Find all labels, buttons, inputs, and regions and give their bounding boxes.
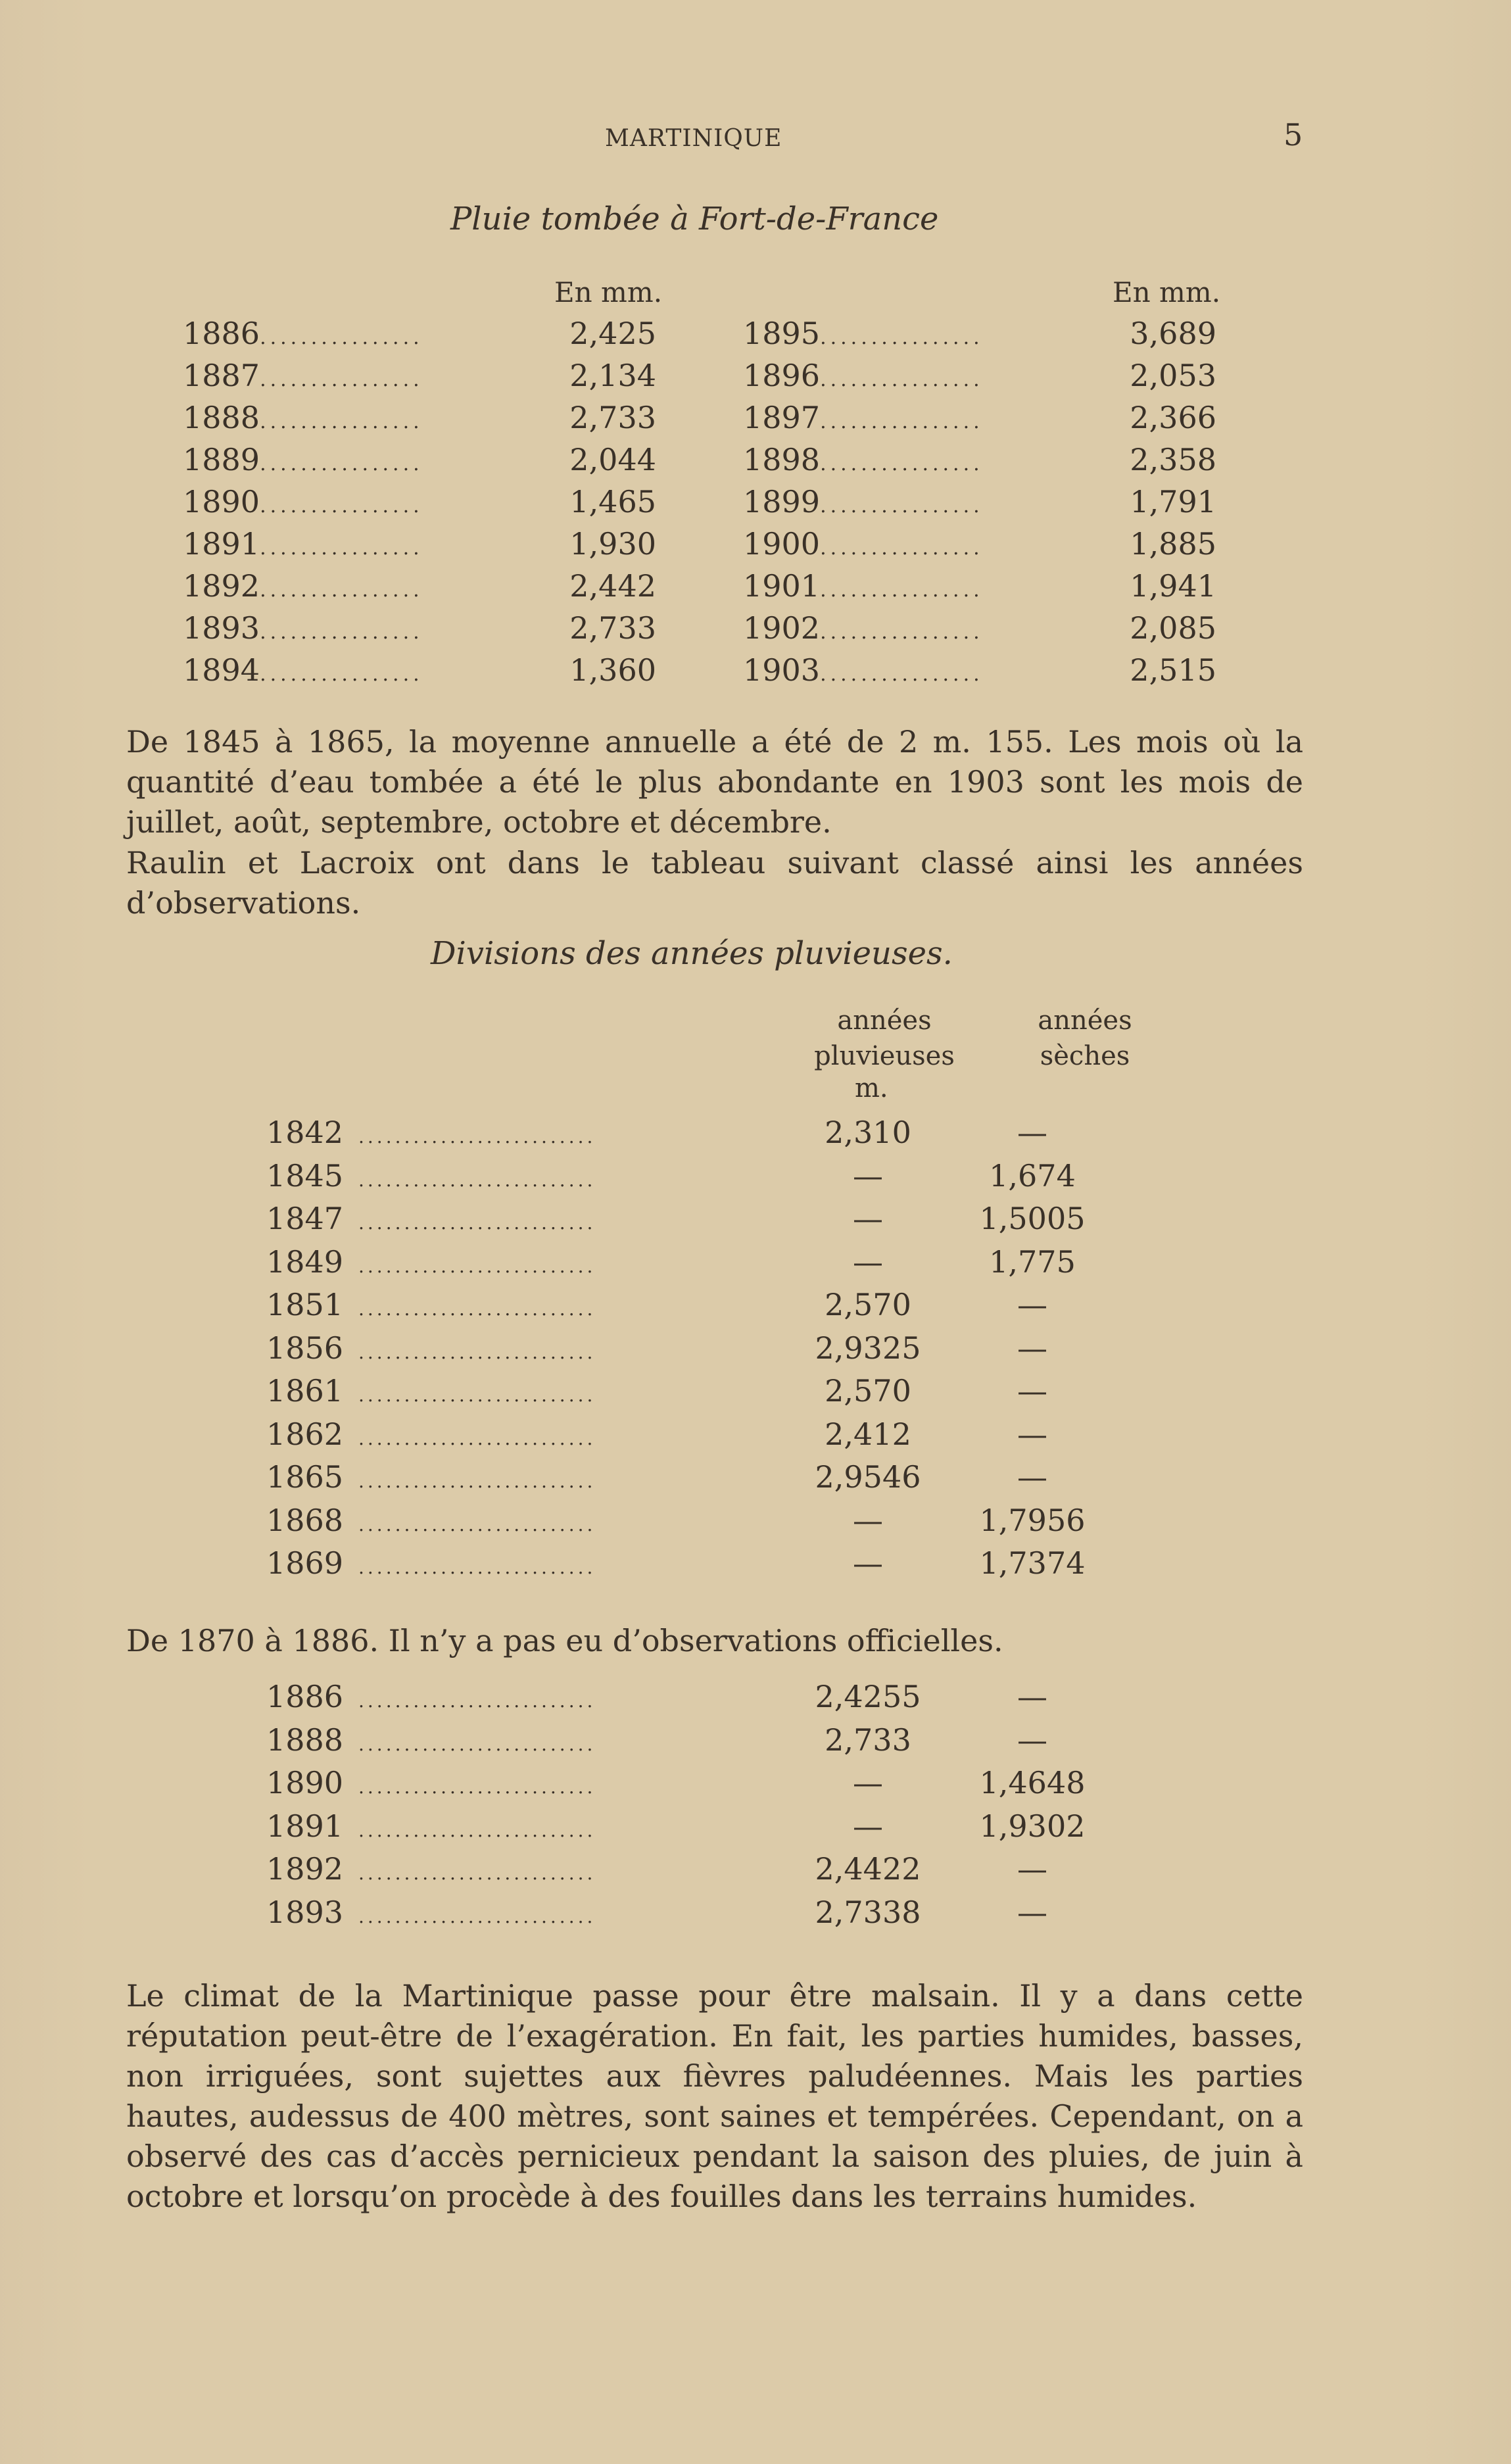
year-cell: 1897 [743,400,821,435]
year-cell: 1886 [266,1679,344,1714]
rainy-value-cell: — [853,1502,883,1538]
rainfall-value-cell: 2,134 [569,358,656,393]
year-cell: 1903 [743,652,821,688]
rainfall-table-row [183,568,656,610]
dry-value-cell: 1,775 [989,1244,1076,1280]
rainfall-value-cell: 1,465 [569,484,656,519]
rainfall-value-cell: 2,366 [1130,400,1216,435]
leader-dots: .......................... [358,1513,596,1535]
dry-value-cell: — [1017,1373,1047,1409]
divisions-table-row [266,1808,1187,1852]
year-cell: 1894 [183,652,260,688]
divisions-table-block-1 [266,1115,1187,1589]
divisions-table-row [266,1503,1187,1546]
page-number: 5 [1283,117,1303,153]
dry-value-cell: 1,7374 [979,1545,1086,1581]
divisions-table-block-2 [266,1679,1187,1937]
leader-dots: .......................... [358,1690,596,1712]
rainfall-table-row [743,442,1216,484]
year-cell: 1851 [266,1287,344,1322]
year-cell: 1845 [266,1157,344,1194]
column-header-dry-years [1006,1003,1164,1074]
divisions-table-row [266,1545,1187,1589]
leader-dots: ................ [260,410,423,433]
leader-dots: .......................... [358,1819,596,1841]
year-cell: 1842 [266,1115,344,1150]
dry-value-cell: — [1017,1459,1047,1495]
year-cell: 1887 [183,358,260,393]
year-cell: 1869 [266,1545,344,1581]
leader-dots: .......................... [358,1905,596,1927]
divisions-table-row [266,1679,1187,1722]
dry-value-cell: 1,7956 [979,1502,1086,1538]
rainfall-value-cell: 2,425 [569,316,656,351]
rainfall-table-title: Pluie tombée à Fort-de-France [450,201,939,237]
leader-dots: .......................... [358,1776,596,1798]
rainfall-value-cell: 1,791 [1130,484,1216,519]
rainfall-value-cell: 1,885 [1130,526,1216,562]
year-cell: 1890 [266,1765,344,1800]
rainfall-unit-label-left: En mm. [554,276,663,308]
rainfall-value-cell: 3,689 [1130,316,1216,351]
year-cell: 1889 [183,442,260,477]
year-cell: 1899 [743,484,821,519]
divisions-table-row [266,1201,1187,1244]
leader-dots: .......................... [358,1862,596,1884]
rainfall-table-row [183,526,656,568]
rainfall-table-row [183,400,656,442]
rainfall-table-row [743,610,1216,652]
rainfall-table-left-column [183,316,656,694]
rainfall-value-cell: 2,085 [1130,610,1216,646]
divisions-table-row [266,1373,1187,1416]
rainfall-table-row [183,610,656,652]
leader-dots: .......................... [358,1298,596,1320]
rainfall-value-cell: 2,053 [1130,358,1216,393]
rainfall-table-row [183,484,656,526]
year-cell: 1900 [743,526,821,562]
paragraph-average-rainfall: De 1845 à 1865, la moyenne annuelle a été de 2 m. 155. Les mois où la quantité d’eau tombée a été le plus abondante en 1903 sont les mois de juillet, août, septembre, octobre et décembre. [126,724,1303,840]
leader-dots: .......................... [358,1212,596,1234]
rainfall-table-row [743,358,1216,400]
rainfall-table-row [183,316,656,358]
leader-dots: .......................... [358,1470,596,1492]
year-cell: 1888 [183,400,260,435]
divisions-table-row [266,1416,1187,1460]
dry-value-cell: — [1017,1894,1047,1930]
year-cell: 1892 [183,568,260,604]
leader-dots: ................ [820,495,984,518]
year-cell: 1849 [266,1244,344,1280]
year-cell: 1888 [266,1722,344,1758]
divisions-table-row [266,1287,1187,1330]
rainfall-value-cell: 2,733 [569,400,656,435]
leader-dots: .......................... [358,1427,596,1449]
paragraph-no-official-observations: De 1870 à 1886. Il n’y a pas eu d’observations officielles. [126,1623,1003,1658]
rainfall-unit-label-right: En mm. [1113,276,1221,308]
dry-value-cell: — [1017,1416,1047,1452]
rainfall-value-cell: 1,360 [569,652,656,688]
divisions-table-row [266,1459,1187,1503]
column-header-dry-line2: sèches [1040,1041,1130,1071]
rainfall-value-cell: 2,442 [569,568,656,604]
year-cell: 1891 [266,1808,344,1844]
divisions-table-title: Divisions des années pluvieuses. [431,935,953,972]
column-header-dry-line1: années [1038,1005,1132,1036]
year-cell: 1847 [266,1201,344,1236]
dry-value-cell: 1,5005 [979,1201,1086,1236]
column-header-rainy-line2: pluvieuses [814,1041,955,1071]
rainfall-table-right-column [743,316,1216,694]
column-header-rainy-line1: années [837,1005,932,1036]
year-cell: 1862 [266,1416,344,1452]
divisions-table-row [266,1851,1187,1895]
leader-dots: ................ [820,452,984,475]
dry-value-cell: — [1017,1287,1047,1322]
rainy-value-cell: — [853,1157,883,1194]
leader-dots: .......................... [358,1557,596,1578]
leader-dots: ................ [820,368,984,391]
dry-value-cell: 1,9302 [979,1808,1086,1844]
rainy-value-cell: 2,7338 [815,1894,921,1930]
leader-dots: ................ [820,621,984,644]
rainfall-value-cell: 2,044 [569,442,656,477]
year-cell: 1902 [743,610,821,646]
leader-dots: .......................... [358,1341,596,1363]
divisions-unit-label: m. [855,1073,888,1103]
leader-dots: .......................... [358,1169,596,1191]
year-cell: 1893 [183,610,260,646]
year-cell: 1893 [266,1894,344,1930]
leader-dots: ................ [820,663,984,686]
rainfall-value-cell: 2,733 [569,610,656,646]
running-head: MARTINIQUE [605,125,782,152]
leader-dots: .......................... [358,1384,596,1406]
rainy-value-cell: 2,570 [825,1287,911,1322]
leader-dots: .......................... [358,1126,596,1147]
year-cell: 1895 [743,316,821,351]
rainfall-table-row [743,652,1216,694]
rainy-value-cell: — [853,1545,883,1581]
dry-value-cell: — [1017,1330,1047,1366]
rainfall-table-row [183,358,656,400]
divisions-table-row [266,1115,1187,1158]
leader-dots: ................ [260,537,423,560]
rainy-value-cell: 2,9325 [815,1330,921,1366]
year-cell: 1868 [266,1502,344,1538]
divisions-table-row [266,1158,1187,1201]
rainfall-table-row [743,568,1216,610]
year-cell: 1901 [743,568,821,604]
rainy-value-cell: 2,570 [825,1373,911,1409]
divisions-table-row [266,1330,1187,1374]
leader-dots: ................ [260,621,423,644]
paragraph-climate: Le climat de la Martinique passe pour être malsain. Il y a dans cette réputation peut-être de l’exagération. En fait, les parties humides, basses, non irriguées, sont sujettes aux fièvres paludéennes. Mais les parties hautes, audessus de 400 mètres, sont saines et tempérées. Cependant, on a observé des cas d’accès pernicieux pendant la saison des pluies, de juin à octobre et lorsqu’on procède à des fouilles dans les terrains humides. [126,1978,1303,2214]
leader-dots: ................ [260,663,423,686]
leader-dots: ................ [260,368,423,391]
rainy-value-cell: — [853,1244,883,1280]
year-cell: 1865 [266,1459,344,1495]
dry-value-cell: 1,4648 [979,1765,1086,1800]
rainfall-value-cell: 2,358 [1130,442,1216,477]
leader-dots: ................ [260,326,423,349]
rainfall-table-row [183,652,656,694]
paragraph-raulin-lacroix: Raulin et Lacroix ont dans le tableau suivant classé ainsi les années d’observations. [126,845,1303,921]
rainy-value-cell: 2,412 [825,1416,911,1452]
leader-dots: ................ [820,326,984,349]
rainy-value-cell: 2,4255 [815,1679,921,1714]
divisions-table-row [266,1244,1187,1288]
divisions-table-row [266,1895,1187,1938]
leader-dots: ................ [260,452,423,475]
rainfall-value-cell: 1,930 [569,526,656,562]
year-cell: 1896 [743,358,821,393]
year-cell: 1861 [266,1373,344,1409]
rainy-value-cell: 2,733 [825,1722,911,1758]
dry-value-cell: 1,674 [989,1157,1076,1194]
year-cell: 1891 [183,526,260,562]
rainfall-value-cell: 2,515 [1130,652,1216,688]
rainfall-value-cell: 1,941 [1130,568,1216,604]
dry-value-cell: — [1017,1851,1047,1887]
divisions-table-row [266,1765,1187,1808]
leader-dots: ................ [820,410,984,433]
dry-value-cell: — [1017,1679,1047,1714]
year-cell: 1898 [743,442,821,477]
leader-dots: ................ [820,579,984,602]
leader-dots: ................ [260,579,423,602]
rainfall-table-row [743,526,1216,568]
rainy-value-cell: — [853,1765,883,1800]
rainy-value-cell: — [853,1808,883,1844]
year-cell: 1856 [266,1330,344,1366]
year-cell: 1886 [183,316,260,351]
dry-value-cell: — [1017,1722,1047,1758]
leader-dots: .......................... [358,1255,596,1277]
divisions-table-row [266,1722,1187,1766]
rainfall-table-row [743,484,1216,526]
rainy-value-cell: 2,9546 [815,1459,921,1495]
rainfall-table-row [743,316,1216,358]
rainy-value-cell: 2,310 [825,1115,911,1150]
year-cell: 1890 [183,484,260,519]
dry-value-cell: — [1017,1115,1047,1150]
year-cell: 1892 [266,1851,344,1887]
rainy-value-cell: 2,4422 [815,1851,921,1887]
leader-dots: .......................... [358,1733,596,1755]
leader-dots: ................ [260,495,423,518]
column-header-rainy-years [805,1003,963,1074]
rainfall-table-row [743,400,1216,442]
rainfall-table-row [183,442,656,484]
rainy-value-cell: — [853,1201,883,1236]
leader-dots: ................ [820,537,984,560]
